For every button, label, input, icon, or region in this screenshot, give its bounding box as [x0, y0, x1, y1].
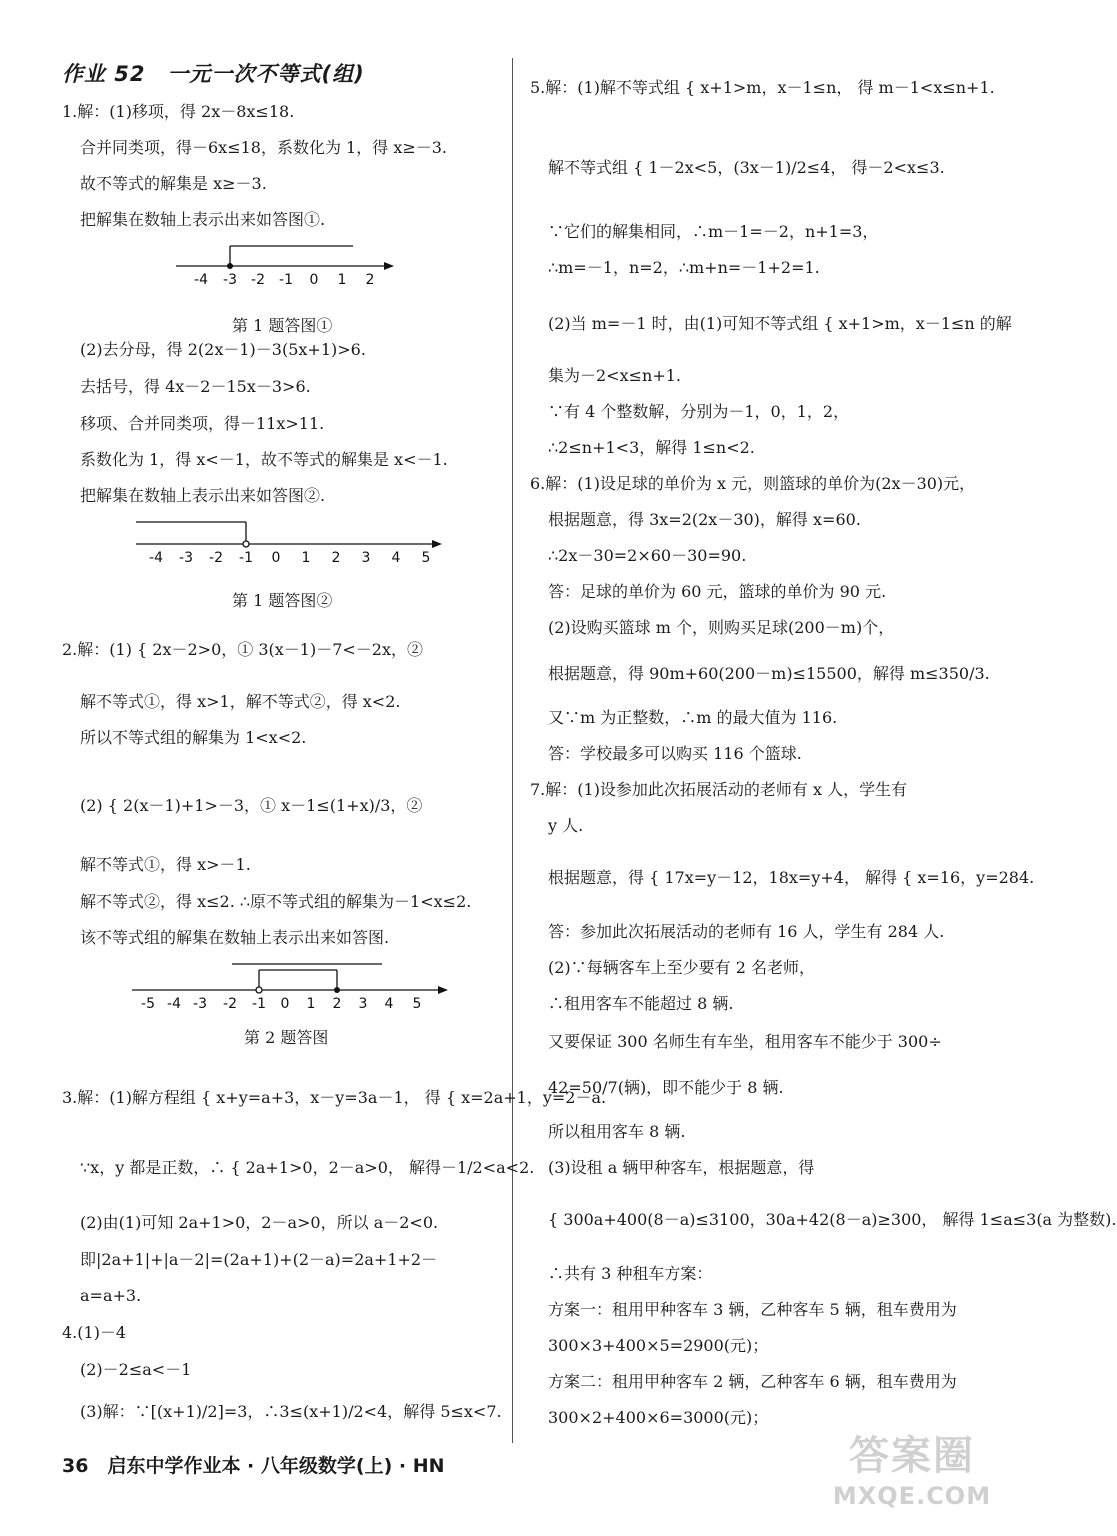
- left-line: ∵x，y 都是正数，∴ { 2a+1>0，2－a>0， 解得－1/2<a<2.: [80, 1158, 535, 1177]
- right-line: 方案二：租用甲种客车 2 辆，乙种客车 6 辆，租车费用为: [548, 1372, 957, 1391]
- right-line: 根据题意，得 { 17x=y－12，18x=y+4， 解得 { x=16，y=284.: [548, 868, 1035, 887]
- tick-label: -1: [252, 996, 266, 1012]
- left-line: 3.解：(1)解方程组 { x+y=a+3，x－y=3a－1， 得 { x=2a+1，y=2－a.: [62, 1088, 607, 1107]
- figure-caption: 第 1 题答图②: [232, 591, 333, 610]
- left-line: 4.(1)－4: [62, 1323, 127, 1342]
- right-line: 又∵m 为正整数，∴m 的最大值为 116.: [548, 708, 838, 727]
- figure-caption: 第 2 题答图: [244, 1028, 329, 1047]
- right-line: ∵有 4 个整数解，分别为－1，0，1，2，: [548, 402, 850, 421]
- right-line: (2)∵每辆客车上至少要有 2 名老师，: [548, 958, 816, 977]
- figure-caption: 第 1 题答图①: [232, 316, 333, 335]
- right-line: (2)当 m=－1 时，由(1)可知不等式组 { x+1>m，x－1≤n 的解: [548, 314, 1012, 333]
- right-line: 答：学校最多可以购买 116 个篮球.: [548, 744, 802, 763]
- tick-label: -3: [223, 272, 237, 288]
- left-line: 解不等式①，得 x>－1.: [80, 855, 251, 874]
- tick-label: -3: [193, 996, 207, 1012]
- tick-label: 3: [358, 996, 368, 1012]
- left-line: a=a+3.: [80, 1286, 142, 1305]
- tick-label: 0: [309, 272, 319, 288]
- right-line: 解不等式组 { 1－2x<5，(3x－1)/2≤4， 得－2<x≤3.: [548, 158, 945, 177]
- tick-label: -4: [167, 996, 181, 1012]
- left-line: (3)解：∵[(x+1)/2]=3，∴3≤(x+1)/2<4，解得 5≤x<7.: [80, 1402, 502, 1421]
- left-line: 把解集在数轴上表示出来如答图①.: [80, 210, 326, 229]
- tick-label: -3: [179, 550, 193, 566]
- tick-label: 2: [365, 272, 375, 288]
- right-line: y 人.: [548, 816, 584, 835]
- tick-label: 3: [361, 550, 371, 566]
- tick-label: -1: [279, 272, 293, 288]
- right-line: 300×3+400×5=2900(元)；: [548, 1336, 769, 1355]
- left-line: 移项、合并同类项，得－11x>11.: [80, 414, 325, 433]
- right-line: ∴m=－1，n=2，∴m+n=－1+2=1.: [548, 258, 820, 277]
- left-line: 把解集在数轴上表示出来如答图②.: [80, 486, 326, 505]
- right-line: 300×2+400×6=3000(元)；: [548, 1408, 769, 1427]
- right-line: 42=50/7(辆)，即不能少于 8 辆.: [548, 1078, 784, 1097]
- tick-label: -4: [149, 550, 163, 566]
- column-divider: [512, 58, 513, 1443]
- tick-label: -2: [223, 996, 237, 1012]
- left-line: 该不等式组的解集在数轴上表示出来如答图.: [80, 928, 390, 947]
- left-line: (2)－2≤a<－1: [80, 1360, 192, 1379]
- right-line: 根据题意，得 90m+60(200－m)≤15500，解得 m≤350/3.: [548, 664, 990, 683]
- left-line: (2) { 2(x－1)+1>－3，① x－1≤(1+x)/3，②: [80, 796, 423, 815]
- right-line: (3)设租 a 辆甲种客车，根据题意，得: [548, 1158, 815, 1177]
- right-line: 答：足球的单价为 60 元，篮球的单价为 90 元.: [548, 582, 887, 601]
- right-line: 又要保证 300 名师生有车坐，租用客车不能少于 300÷: [548, 1032, 942, 1051]
- tick-label: -2: [209, 550, 223, 566]
- right-line: ∴共有 3 种租车方案：: [548, 1264, 713, 1283]
- right-line: 7.解：(1)设参加此次拓展活动的老师有 x 人，学生有: [530, 780, 908, 799]
- tick-label: -1: [239, 550, 253, 566]
- tick-label: 4: [384, 996, 394, 1012]
- right-line: ∵它们的解集相同，∴m－1=－2，n+1=3，: [548, 222, 879, 241]
- watermark-url: MXQE.COM: [832, 1482, 992, 1510]
- right-line: 所以租用客车 8 辆.: [548, 1122, 686, 1141]
- tick-label: 1: [306, 996, 316, 1012]
- watermark: [832, 1430, 992, 1520]
- left-line: 解不等式②，得 x≤2. ∴原不等式组的解集为－1<x≤2.: [80, 892, 472, 911]
- watermark-logo: 答案圈: [849, 1433, 975, 1479]
- page-title: 作业 52 一元一次不等式(组): [62, 62, 365, 86]
- tick-label: 2: [332, 996, 342, 1012]
- tick-label: 1: [337, 272, 347, 288]
- number-line-figure-1b: [130, 516, 450, 566]
- left-line: 即|2a+1|+|a－2|=(2a+1)+(2－a)=2a+1+2－: [80, 1250, 438, 1269]
- left-line: 解不等式①，得 x>1，解不等式②，得 x<2.: [80, 692, 401, 711]
- right-line: 方案一：租用甲种客车 3 辆，乙种客车 5 辆，租车费用为: [548, 1300, 957, 1319]
- right-line: { 300a+400(8－a)≤3100，30a+42(8－a)≥300， 解得 1≤a≤3(a 为整数).: [548, 1210, 1117, 1229]
- right-line: 6.解：(1)设足球的单价为 x 元，则篮球的单价为(2x－30)元，: [530, 474, 976, 493]
- number-line-figure-1a: [168, 240, 408, 290]
- right-line: 答：参加此次拓展活动的老师有 16 人，学生有 284 人.: [548, 922, 945, 941]
- left-line: 所以不等式组的解集为 1<x<2.: [80, 728, 307, 747]
- tick-label: 1: [301, 550, 311, 566]
- tick-label: -5: [141, 996, 155, 1012]
- tick-label: 0: [280, 996, 290, 1012]
- left-line: 合并同类项，得－6x≤18，系数化为 1，得 x≥－3.: [80, 138, 448, 157]
- left-line: 系数化为 1，得 x<－1，故不等式的解集是 x<－1.: [80, 450, 448, 469]
- left-line: 1.解：(1)移项，得 2x－8x≤18.: [62, 102, 295, 121]
- right-line: (2)设购买篮球 m 个，则购买足球(200－m)个，: [548, 618, 895, 637]
- tick-label: -2: [251, 272, 265, 288]
- tick-label: 5: [421, 550, 431, 566]
- right-line: 5.解：(1)解不等式组 { x+1>m，x－1≤n， 得 m－1<x≤n+1.: [530, 78, 995, 97]
- right-line: ∴租用客车不能超过 8 辆.: [548, 994, 734, 1013]
- left-line: (2)去分母，得 2(2x－1)－3(5x+1)>6.: [80, 340, 366, 359]
- tick-label: 5: [412, 996, 422, 1012]
- left-line: 故不等式的解集是 x≥－3.: [80, 174, 267, 193]
- left-line: 去括号，得 4x－2－15x－3>6.: [80, 377, 311, 396]
- left-line: 2.解：(1) { 2x－2>0，① 3(x－1)－7<－2x，②: [62, 640, 423, 659]
- right-line: 集为－2<x≤n+1.: [548, 366, 681, 385]
- page-footer: 36 启东中学作业本 · 八年级数学(上) · HN: [62, 1455, 445, 1477]
- tick-label: 0: [271, 550, 281, 566]
- left-line: (2)由(1)可知 2a+1>0，2－a>0，所以 a－2<0.: [80, 1213, 439, 1232]
- tick-label: 2: [331, 550, 341, 566]
- right-line: 根据题意，得 3x=2(2x－30)，解得 x=60.: [548, 510, 861, 529]
- right-line: ∴2x－30=2×60－30=90.: [548, 546, 747, 565]
- tick-label: -4: [194, 272, 208, 288]
- number-line-figure-2: [126, 958, 456, 1012]
- tick-label: 4: [391, 550, 401, 566]
- right-line: ∴2≤n+1<3，解得 1≤n<2.: [548, 438, 755, 457]
